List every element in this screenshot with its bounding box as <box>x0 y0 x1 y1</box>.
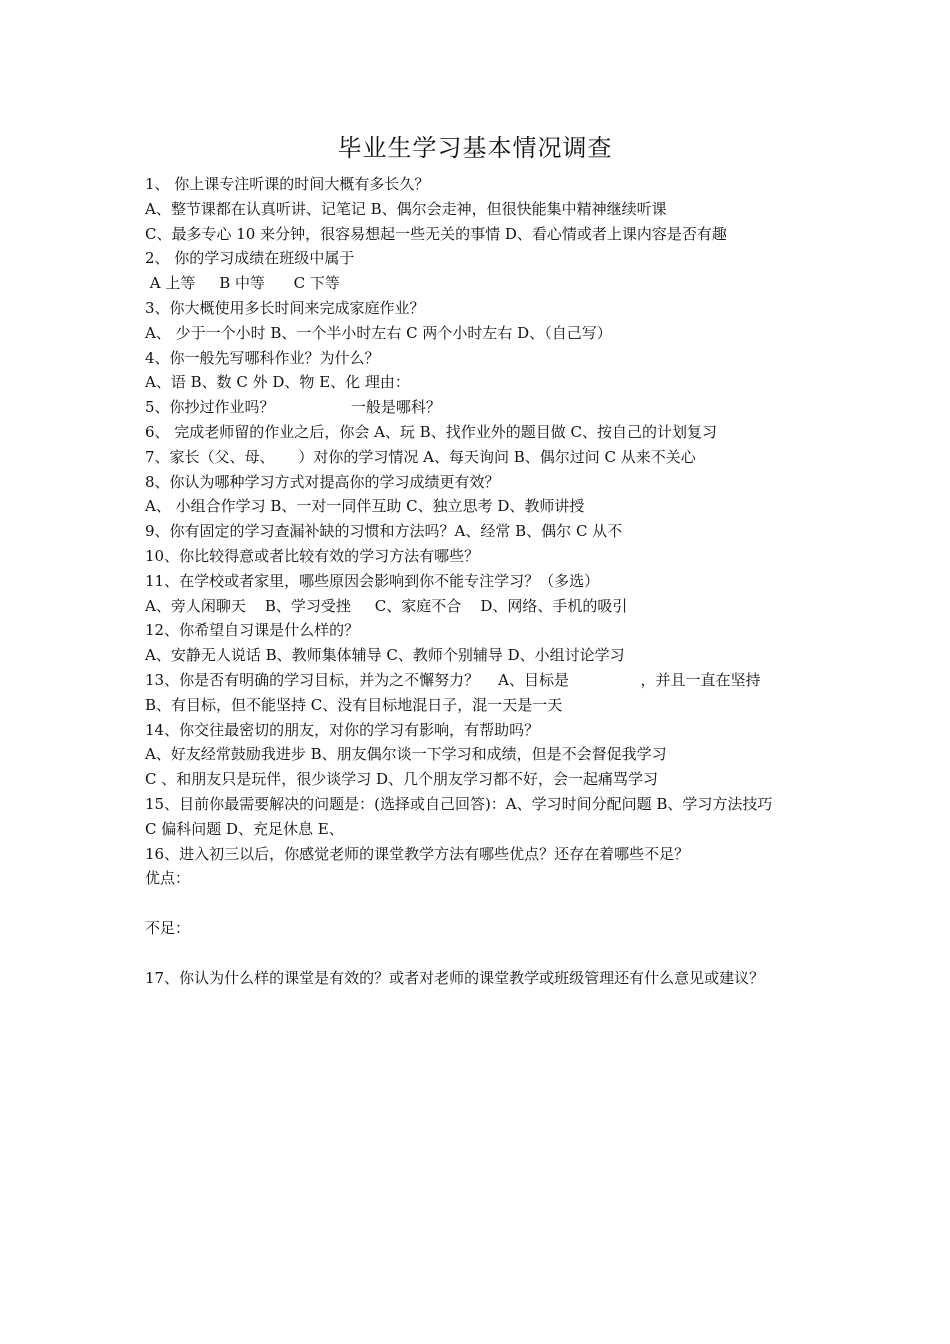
answer-line: B、有目标，但不能坚持 C、没有目标地混日子，混一天是一天 <box>145 695 563 714</box>
answer-line: A 上等 B 中等 C 下等 <box>145 274 340 293</box>
answer-line: C、最多专心 10 来分钟，很容易想起一些无关的事情 D、看心情或者上课内容是否有趣 <box>145 224 727 243</box>
question-line: 9、你有固定的学习查漏补缺的习惯和方法吗？A、经常 B、偶尔 C 从不 <box>145 522 623 541</box>
field-label-shortcomings: 不足： <box>145 918 191 937</box>
answer-line: C 偏科问题 D、充足休息 E、 <box>145 819 344 838</box>
question-line: 1、 你上课专注听课的时间大概有多长久？ <box>145 175 430 193</box>
question-line: 8、你认为哪种学习方式对提高你的学习成绩更有效？ <box>145 472 500 491</box>
question-line: 4、你一般先写哪科作业？为什么？ <box>145 348 380 367</box>
document-title: 毕业生学习基本情况调查 <box>337 134 613 162</box>
question-line: 17、你认为什么样的课堂是有效的？或者对老师的课堂教学或班级管理还有什么意见或建议？ <box>145 968 765 987</box>
answer-line: A、语 B、数 C 外 D、物 E、化 理由： <box>145 373 410 392</box>
blank-line <box>145 891 813 916</box>
question-line: 14、你交往最密切的朋友，对你的学习有影响，有帮助吗？ <box>145 720 540 739</box>
question-line: 16、进入初三以后，你感觉老师的课堂教学方法有哪些优点？还存在着哪些不足？ <box>145 844 690 863</box>
blank-line <box>145 941 813 966</box>
question-line: 2、 你的学习成绩在班级中属于 <box>145 249 355 268</box>
question-list <box>145 172 813 990</box>
answer-line: A、 小组合作学习 B、一对一同伴互助 C、独立思考 D、教师讲授 <box>145 497 585 516</box>
answer-line: C 、和朋友只是玩伴，很少谈学习 D、几个朋友学习都不好，会一起痛骂学习 <box>145 770 659 789</box>
answer-line: A、好友经常鼓励我进步 B、朋友偶尔谈一下学习和成绩，但是不会督促我学习 <box>145 745 667 764</box>
question-line: 15、目前你最需要解决的问题是：(选择或自己回答)：A、学习时间分配问题 B、学习方法技巧 <box>145 794 773 813</box>
question-line: 7、家长（父、母、 ）对你的学习情况 A、每天询问 B、偶尔过问 C 从来不关心 <box>145 447 696 466</box>
question-line: 11、在学校或者家里，哪些原因会影响到你不能专注学习？（多选） <box>145 571 600 590</box>
question-line: 13、你是否有明确的学习目标，并为之不懈努力？ A、目标是 ，并且一直在坚持 <box>145 670 761 689</box>
answer-line: A、旁人闲聊天 B、学习受挫 C、家庭不合 D、网络、手机的吸引 <box>145 596 628 615</box>
answer-line: A、安静无人说话 B、教师集体辅导 C、教师个别辅导 D、小组讨论学习 <box>145 646 625 665</box>
question-line: 12、你希望自习课是什么样的？ <box>145 621 360 640</box>
answer-line: A、 少于一个小时 B、一个半小时左右 C 两个小时左右 D、（自己写） <box>145 323 612 342</box>
answer-line: A、整节课都在认真听讲、记笔记 B、偶尔会走神，但很快能集中精神继续听课 <box>145 199 667 218</box>
field-label-advantages: 优点： <box>145 869 191 888</box>
question-line: 3、你大概使用多长时间来完成家庭作业？ <box>145 298 425 317</box>
question-line: 5、你抄过作业吗？ 一般是哪科？ <box>145 398 441 417</box>
question-line: 6、 完成老师留的作业之后，你会 A、玩 B、找作业外的题目做 C、按自己的计划复习 <box>145 422 717 441</box>
question-line: 10、你比较得意或者比较有效的学习方法有哪些？ <box>145 546 480 565</box>
